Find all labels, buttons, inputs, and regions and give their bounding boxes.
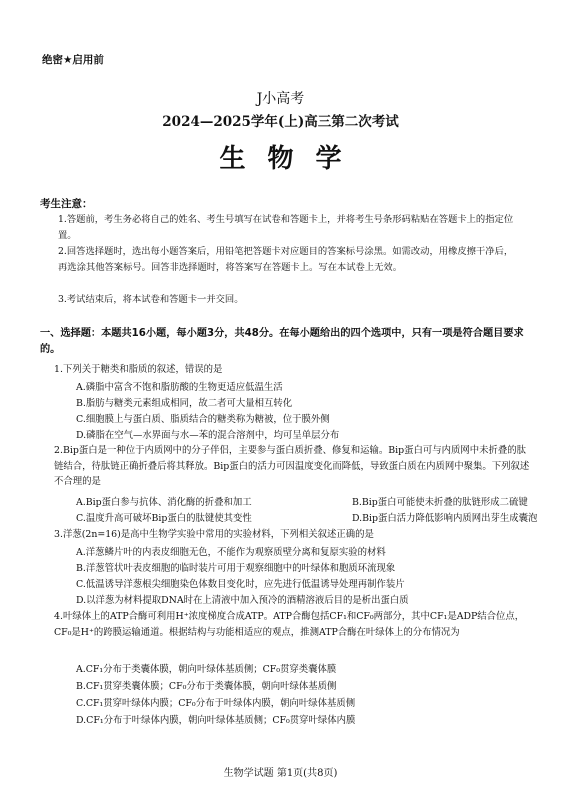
question-3-option-d: D.以洋葱为材料提取DNA时在上清液中加入预冷的酒精溶液后目的是析出蛋白质 — [76, 595, 409, 606]
question-2-option-a: A.Bip蛋白参与抗体、消化酶的折叠和加工 — [76, 497, 252, 508]
exam-title: 2024—2025学年(上)高三第二次考试 — [162, 114, 399, 130]
question-1-option-a: A.磷脂中富含不饱和脂肪酸的生物更适应低温生活 — [76, 382, 283, 393]
notice-title: 考生注意： — [40, 198, 93, 210]
exam-organizer: J小高考 — [256, 91, 305, 107]
question-1-option-d: D.磷脂在空气—水界面与水—苯的混合溶剂中，均可呈单层分布 — [76, 430, 340, 441]
page-footer: 生物学试题 第1页(共8页) — [223, 768, 338, 779]
question-3-stem: 3.洋葱(2n=16)是高中生物学实验中常用的实验材料，下列相关叙述正确的是 — [54, 529, 374, 540]
section-heading: 一、选择题：本题共16小题，每小题3分，共48分。在每小题给出的四个选项中，只有一项是符合题目要求的。 — [40, 328, 524, 355]
question-3-option-b: B.洋葱管状叶表皮细胞的临时装片可用于观察细胞中的叶绿体和胞质环流现象 — [76, 563, 396, 574]
subject-title: 生物学 — [219, 144, 364, 174]
question-2-option-c: C.温度升高可破坏Bip蛋白的肽键使其变性 — [76, 513, 252, 524]
question-2-stem: 2.Bip蛋白是一种位于内质网中的分子伴侣，主要参与蛋白质折叠、修复和运输。Bip蛋白可与内质网中未折叠的肽链结合，待肽链正确折叠后将其释放。Bip蛋白的活力可因温度变化而降低，导致蛋白质在内质网中聚集。下列叙述不合理的是 — [54, 445, 530, 488]
question-2-option-b: B.Bip蛋白可能使未折叠的肽链形成二硫键 — [352, 497, 528, 508]
notice-item-1: 1.答题前，考生务必将自己的姓名、考生号填写在试卷和答题卡上，并将考生号条形码粘贴在答题卡上的指定位置。 — [58, 214, 514, 241]
question-1-option-b: B.脂肪与糖类元素组成相同，故二者可大量相互转化 — [76, 398, 293, 409]
question-4-option-c: C.CF₁贯穿叶绿体内膜；CF₀分布于叶绿体内膜，朝向叶绿体基质侧 — [76, 698, 356, 709]
confidential-label: 绝密★启用前 — [42, 54, 104, 66]
notice-item-2: 2.回答选择题时，选出每小题答案后，用铅笔把答题卡对应题目的答案标号涂黑。如需改动，用橡皮擦干净后，再选涂其他答案标号。回答非选择题时，将答案写在答题卡上。写在本试卷上无效。 — [58, 246, 514, 273]
question-2-option-d: D.Bip蛋白活力降低影响内质网出芽生成囊泡 — [352, 513, 538, 524]
notice-item-3: 3.考试结束后，将本试卷和答题卡一并交回。 — [58, 294, 244, 305]
question-4-stem: 4.叶绿体上的ATP合酶可利用H⁺浓度梯度合成ATP。ATP合酶包括CF₁和CF₀两部分，其中CF₁是ADP结合位点，CF₀是H⁺的跨膜运输通道。根据结构与功能相适应的观点，推测ATP合酶在叶绿体上的分布情况为 — [54, 611, 525, 638]
question-1-option-c: C.细胞膜上与蛋白质、脂质结合的糖类称为糖被，位于膜外侧 — [76, 414, 330, 425]
question-3-option-a: A.洋葱鳞片叶的内表皮细胞无色，不能作为观察质壁分离和复原实验的材料 — [76, 547, 386, 558]
question-1-stem: 1.下列关于糖类和脂质的叙述，错误的是 — [54, 364, 223, 375]
question-4-option-d: D.CF₁分布于叶绿体内膜，朝向叶绿体基质侧；CF₀贯穿叶绿体内膜 — [76, 715, 356, 726]
question-3-option-c: C.低温诱导洋葱根尖细胞染色体数目变化时，应先进行低温诱导处理再制作装片 — [76, 579, 405, 590]
question-4-option-a: A.CF₁分布于类囊体膜，朝向叶绿体基质侧；CF₀贯穿类囊体膜 — [76, 664, 337, 675]
question-4-option-b: B.CF₁贯穿类囊体膜；CF₀分布于类囊体膜，朝向叶绿体基质侧 — [76, 681, 337, 692]
